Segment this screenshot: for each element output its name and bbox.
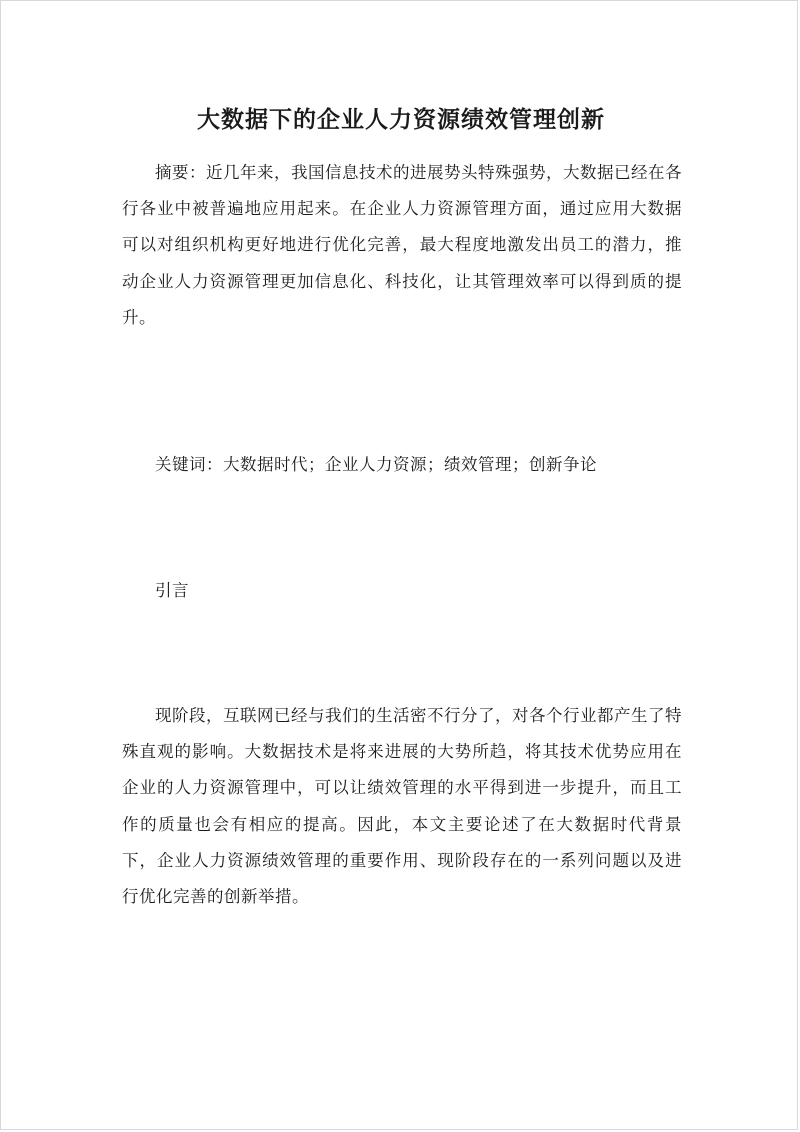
abstract-paragraph: 摘要：近几年来，我国信息技术的进展势头特殊强势，大数据已经在各行各业中被普遍地应用起来。在企业人力资源管理方面，通过应用大数据可以对组织机构更好地进行优化完善，最大程度地激发出员工的潜力，推动企业人力资源管理更加信息化、科技化，让其管理效率可以得到质的提升。 [122,163,682,327]
document-title: 大数据下的企业人力资源绩效管理创新 [197,106,605,133]
keywords-line: 关键词：大数据时代；企业人力资源；绩效管理；创新争论 [155,455,597,474]
section-heading-intro: 引言 [155,581,189,600]
intro-paragraph: 现阶段，互联网已经与我们的生活密不行分了，对各个行业都产生了特殊直观的影响。大数据技术是将来进展的大势所趋，将其技术优势应用在企业的人力资源管理中，可以让绩效管理的水平得到进一步提升，而且工作的质量也会有相应的提高。因此，本文主要论述了在大数据时代背景下，企业人力资源绩效管理的重要作用、现阶段存在的一系列问题以及进行优化完善的创新举措。 [122,706,682,907]
